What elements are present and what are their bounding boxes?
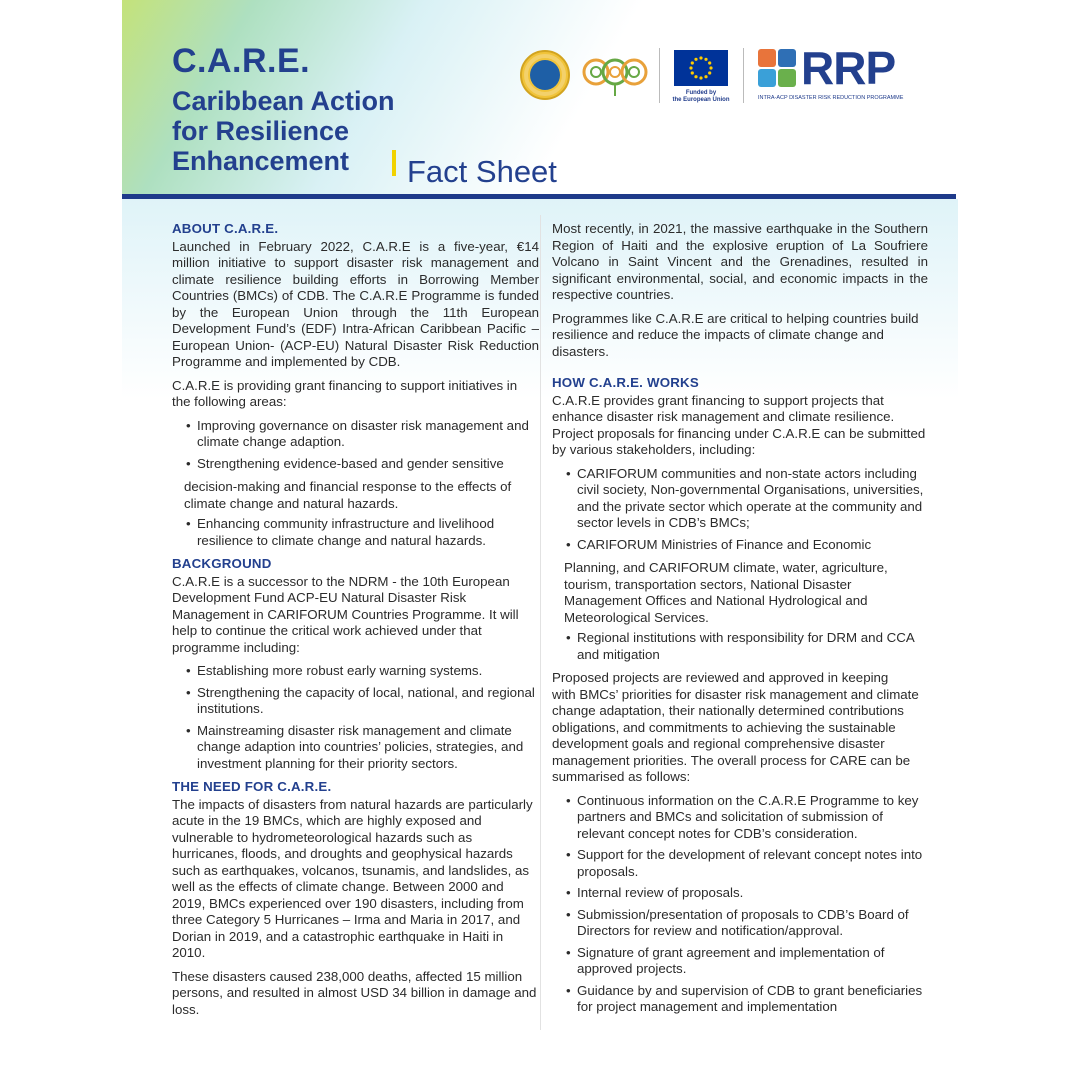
how-paragraph: Proposed projects are reviewed and approved in keeping xyxy=(552,670,889,685)
eu-flag-logo xyxy=(674,50,728,86)
how-paragraph: with BMCs’ priorities for disaster risk management and climate change adaptation, their nationally determined contributions obligations, and commitments to achieving the sustainable development goals and regional comprehensive disaster management priorities. The overall process for CARE can be summarised as follows: xyxy=(552,686,919,784)
spacer xyxy=(552,367,928,375)
list-item: • Continuous information on the C.A.R.E Programme to key partners and BMCs and solicitation of submission of relevant concept notes for CDB’s consideration. xyxy=(552,793,928,843)
stakeholder-list xyxy=(552,630,928,663)
about-areas-list xyxy=(172,516,539,549)
subtitle-line: for Resilience xyxy=(172,116,350,146)
document-type: Fact Sheet xyxy=(407,154,557,189)
how-paragraph: C.A.R.E provides grant financing to support projects that enhance disaster risk management and climate resilience. Project proposals for financing under C.A.R.E can be submitted by various stakeholders, including: xyxy=(552,392,926,457)
list-item: • Submission/presentation of proposals to CDB’s Board of Directors for review and notification/approval. xyxy=(552,907,928,940)
section-heading-how: HOW C.A.R.E. WORKS xyxy=(552,375,699,390)
section-heading-background: BACKGROUND xyxy=(172,556,272,571)
rrp-caption: INTRA-ACP DISASTER RISK REDUCTION PROGRAMME xyxy=(758,95,904,101)
logo-separator xyxy=(743,48,744,103)
list-item: • Internal review of proposals. xyxy=(552,885,928,902)
right-paragraph: Most recently, in 2021, the massive earthquake in the Southern Region of Haiti and the explosive eruption of La Soufriere Volcano in Saint Vincent and the Grenadines, resulted in significant environmental, social, and economic impacts in the respective countries. xyxy=(552,221,928,302)
fact-sheet-page xyxy=(122,0,958,1080)
rrp-tile-icon xyxy=(758,69,776,87)
subtitle-line: Caribbean Action xyxy=(172,86,395,116)
right-paragraph: Programmes like C.A.R.E are critical to helping countries build resilience and reduce the impacts of climate change and disasters. xyxy=(552,310,919,359)
rrp-logo-text: RRP xyxy=(801,42,896,94)
acp-logo xyxy=(582,52,648,98)
rrp-tile-icon xyxy=(778,69,796,87)
about-areas-list xyxy=(172,418,539,473)
background-list xyxy=(172,663,539,772)
header-rule xyxy=(122,194,956,199)
title-divider xyxy=(392,150,396,176)
list-item: • Support for the development of relevant concept notes into proposals. xyxy=(552,847,928,880)
eu-funding-caption xyxy=(668,90,734,104)
page-title: C.A.R.E. xyxy=(172,42,311,80)
list-item: • Guidance by and supervision of CDB to grant beneficiaries for project management and implementation xyxy=(552,983,928,1016)
rrp-tile-icon xyxy=(778,49,796,67)
background-paragraph: C.A.R.E is a successor to the NDRM - the 10th European Development Fund ACP-EU Natural Disaster Risk Management in CARIFORUM Countries Programme. It will help to continue the critical work achieved under that programme including: xyxy=(172,573,519,655)
stakeholder-list xyxy=(552,466,928,554)
list-item: • Strengthening evidence-based and gender sensitive xyxy=(172,456,539,473)
about-paragraph: C.A.R.E is providing grant financing to support initiatives in the following areas: xyxy=(172,377,518,409)
list-item: • Mainstreaming disaster risk management and climate change adaption into countries’ policies, strategies, and investment planning for their priority sectors. xyxy=(172,723,539,773)
process-steps-list xyxy=(552,793,928,1016)
about-paragraph: Launched in February 2022, C.A.R.E is a five-year, €14 million initiative to support disaster risk management and climate resilience building efforts in Borrowing Member Countries (BMCs) of CDB. The C.A.R.E Programme is funded by the European Union through the 11th European Development Fund’s (EDF) Intra-African Caribbean Pacific – European Union- (ACP-EU) Natural Disaster Risk Reduction Programme and implemented by CDB. xyxy=(172,238,539,369)
list-item-continuation: Planning, and CARIFORUM climate, water, agriculture, tourism, transportation sectors, National Disaster Management Offices and National Hydrological and Meteorological Services. xyxy=(564,560,888,625)
cdb-logo xyxy=(520,50,570,100)
need-paragraph: These disasters caused 238,000 deaths, affected 15 million persons, and resulted in almost USD 34 billion in damage and loss. xyxy=(172,968,537,1017)
rrp-tile-icon xyxy=(758,49,776,67)
list-item: • Enhancing community infrastructure and livelihood resilience to climate change and natural hazards. xyxy=(172,516,539,549)
eu-caption-line: Funded by xyxy=(685,90,717,96)
list-item: • Signature of grant agreement and implementation of approved projects. xyxy=(552,945,928,978)
list-item: • Establishing more robust early warning systems. xyxy=(172,663,539,680)
list-item: • Improving governance on disaster risk management and climate change adaption. xyxy=(172,418,539,451)
section-heading-need: THE NEED FOR C.A.R.E. xyxy=(172,779,332,794)
list-item: • CARIFORUM Ministries of Finance and Economic xyxy=(552,537,928,554)
subtitle-line: Enhancement xyxy=(172,146,350,176)
list-item: • Strengthening the capacity of local, national, and regional institutions. xyxy=(172,685,539,718)
right-column xyxy=(552,221,928,1023)
list-item: • Regional institutions with responsibility for DRM and CCA and mitigation xyxy=(552,630,928,663)
list-item-continuation: decision-making and financial response to the effects of climate change and natural hazards. xyxy=(184,479,512,511)
need-paragraph: The impacts of disasters from natural hazards are particularly acute in the 19 BMCs, which are highly exposed and vulnerable to hydrometeorological hazards such as hurricanes, floods, and droughts and geophysical hazards such as earthquakes, volcanos, tsunamis, and landslides, as well as the effects of climate change. Between 2000 and 2019, BMCs experienced over 190 disasters, including from three Category 5 Hurricanes – Irma and Maria in 2017, and Dorian in 2019, and a catastrophic earthquake in Haiti in 2010. xyxy=(172,796,533,960)
left-column xyxy=(172,221,539,1025)
rrp-hazard-icons xyxy=(758,49,798,89)
section-heading-about: ABOUT C.A.R.E. xyxy=(172,221,279,236)
logo-separator xyxy=(659,48,660,103)
cdb-ring xyxy=(524,54,566,96)
column-divider xyxy=(540,215,541,1030)
eu-caption-line: the European Union xyxy=(672,97,730,103)
list-item: • CARIFORUM communities and non-state actors including civil society, Non-governmental Organisations, universities, and the private sector which operate at the community and sector levels in CDB’s BMCs; xyxy=(552,466,928,532)
